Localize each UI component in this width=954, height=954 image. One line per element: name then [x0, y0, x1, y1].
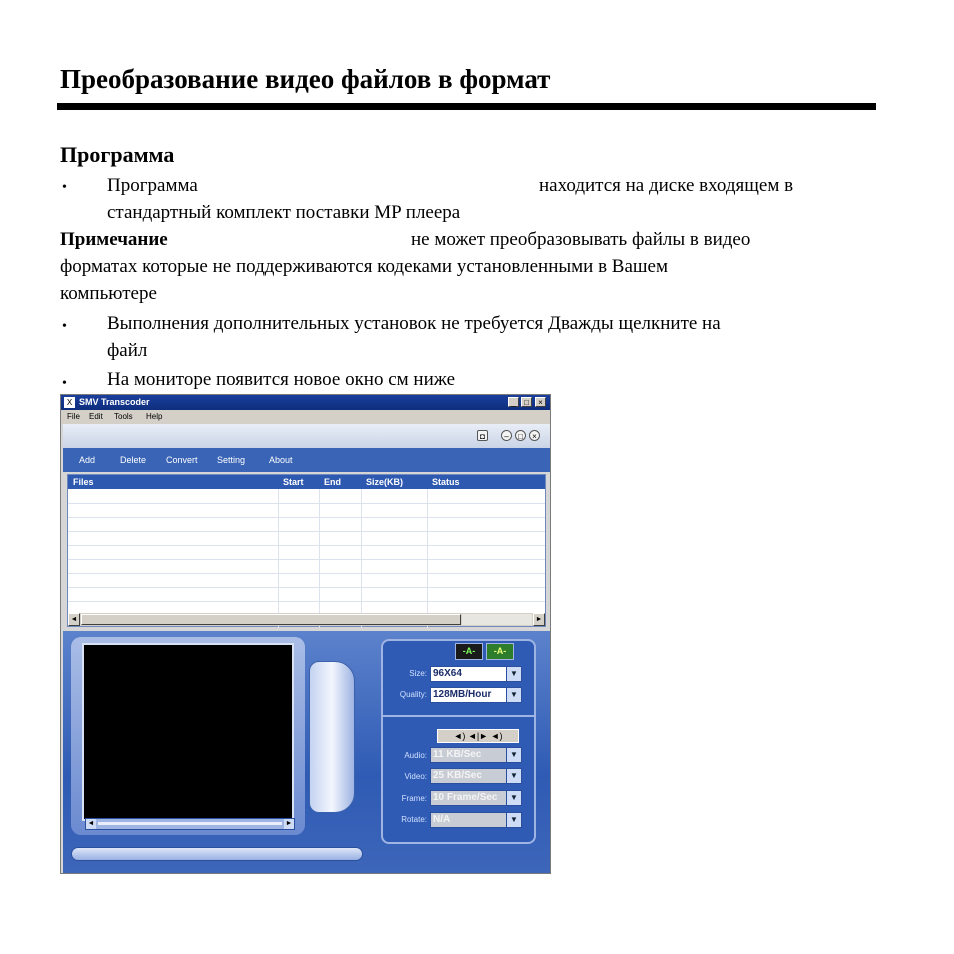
skin-close-button[interactable]: × [529, 430, 540, 441]
paragraph-2-line-2: файл [107, 340, 148, 361]
menu-tools[interactable]: Tools [114, 412, 133, 421]
paragraph-2-line-1: Выполнения дополнительных установок не требуется Дважды щелкните на [107, 313, 721, 334]
mode-button-2[interactable]: -A- [486, 643, 514, 660]
page-heading: Преобразование видео файлов в формат [60, 64, 551, 94]
paragraph-1-line-2: стандартный комплект поставки MP плеера [107, 202, 461, 223]
chevron-down-icon[interactable]: ▼ [506, 748, 521, 762]
seek-right-icon[interactable]: ► [285, 820, 293, 827]
rotate-label: Rotate: [401, 815, 427, 824]
audio-select[interactable] [430, 747, 522, 763]
audio-label: Audio: [404, 751, 427, 760]
menu-file[interactable]: File [67, 412, 80, 421]
frame-value: 10 Frame/Sec [433, 792, 498, 803]
grid-row [68, 573, 545, 574]
mode-button-1[interactable]: -A- [455, 643, 483, 660]
note-label: Примечание [60, 229, 168, 250]
settings-panel [381, 639, 536, 844]
chevron-down-icon[interactable]: ▼ [506, 667, 521, 681]
note-line-3: компьютере [60, 283, 157, 304]
horizontal-scrollbar[interactable] [68, 613, 545, 626]
frame-select[interactable] [430, 790, 522, 806]
skin-maximize-button[interactable]: □ [515, 430, 526, 441]
maximize-button[interactable]: □ [521, 397, 532, 407]
seek-track[interactable] [98, 822, 282, 825]
conversion-progress-bar [71, 847, 363, 861]
note-line-2: форматах которые не поддерживаются кодеками установленными в Вашем [60, 256, 668, 277]
section-title: Программа [60, 142, 175, 167]
scroll-thumb[interactable] [81, 614, 461, 625]
column-status[interactable]: Status [432, 477, 460, 487]
quality-label: Quality: [399, 690, 427, 699]
column-size[interactable]: Size(KB) [366, 477, 404, 487]
chevron-down-icon[interactable]: ▼ [506, 791, 521, 805]
quality-value: 128MB/Hour [433, 689, 492, 700]
size-label: Size: [409, 669, 427, 678]
chevron-down-icon[interactable]: ▼ [506, 769, 521, 783]
note-line-1: не может преобразовывать файлы в видео [411, 229, 751, 250]
skin-top-strip [63, 424, 550, 449]
skin-minimize-button[interactable]: – [501, 430, 512, 441]
skin-mode-button[interactable]: ◘ [477, 430, 488, 441]
app-icon: X [64, 397, 75, 408]
seek-left-icon[interactable]: ◄ [87, 820, 95, 827]
settings-divider [383, 715, 534, 717]
menu-bar [61, 410, 550, 424]
delete-button[interactable]: Delete [120, 455, 147, 465]
video-value: 25 KB/Sec [433, 770, 482, 781]
window-title: SMV Transcoder [79, 397, 150, 407]
video-label: Video: [404, 772, 427, 781]
video-seek-bar[interactable] [85, 818, 295, 830]
bullet-3: • [62, 376, 67, 391]
scroll-left-button[interactable]: ◄ [68, 613, 80, 626]
grid-row [68, 517, 545, 518]
chevron-down-icon[interactable]: ▼ [506, 688, 521, 702]
grid-row [68, 545, 545, 546]
grid-row [68, 601, 545, 602]
scroll-right-button[interactable]: ► [533, 613, 545, 626]
preview-panel [63, 631, 550, 873]
size-value: 96X64 [433, 668, 462, 679]
scroll-track[interactable] [462, 614, 532, 625]
chevron-down-icon[interactable]: ▼ [506, 813, 521, 827]
title-bar [61, 395, 550, 410]
heading-rule [57, 103, 876, 110]
paragraph-1-start: Программа [107, 175, 198, 196]
column-files[interactable]: Files [73, 477, 94, 487]
app-window [60, 394, 551, 874]
setting-button[interactable]: Setting [217, 455, 246, 465]
size-select[interactable] [430, 666, 522, 682]
bullet-2: • [62, 319, 67, 334]
column-start[interactable]: Start [283, 477, 304, 487]
file-list-header [68, 475, 545, 489]
audio-control-buttons[interactable]: ◄) ◄|► ◄) [437, 729, 519, 743]
audio-value: 11 KB/Sec [433, 749, 482, 760]
column-end[interactable]: End [324, 477, 341, 487]
quality-select[interactable] [430, 687, 522, 703]
close-button[interactable]: × [535, 397, 546, 407]
paragraph-3: На мониторе появится новое окно см ниже [107, 369, 456, 390]
paragraph-1-end: находится на диске входящем в [539, 175, 794, 196]
grid-row [68, 587, 545, 588]
convert-button[interactable]: Convert [166, 455, 198, 465]
add-button[interactable]: Add [79, 455, 96, 465]
minimize-button[interactable]: _ [508, 397, 519, 407]
video-select[interactable] [430, 768, 522, 784]
grid-row [68, 559, 545, 560]
about-button[interactable]: About [269, 455, 293, 465]
video-preview [82, 643, 294, 821]
grid-row [68, 531, 545, 532]
grid-row [68, 503, 545, 504]
bullet-1: • [62, 180, 67, 195]
menu-edit[interactable]: Edit [89, 412, 103, 421]
rotate-select[interactable] [430, 812, 522, 828]
frame-label: Frame: [401, 794, 427, 803]
menu-help[interactable]: Help [146, 412, 163, 421]
file-list[interactable] [67, 474, 546, 627]
rotate-value: N/A [433, 814, 451, 825]
panel-toggle-button[interactable] [309, 661, 355, 813]
toolbar [63, 448, 550, 472]
